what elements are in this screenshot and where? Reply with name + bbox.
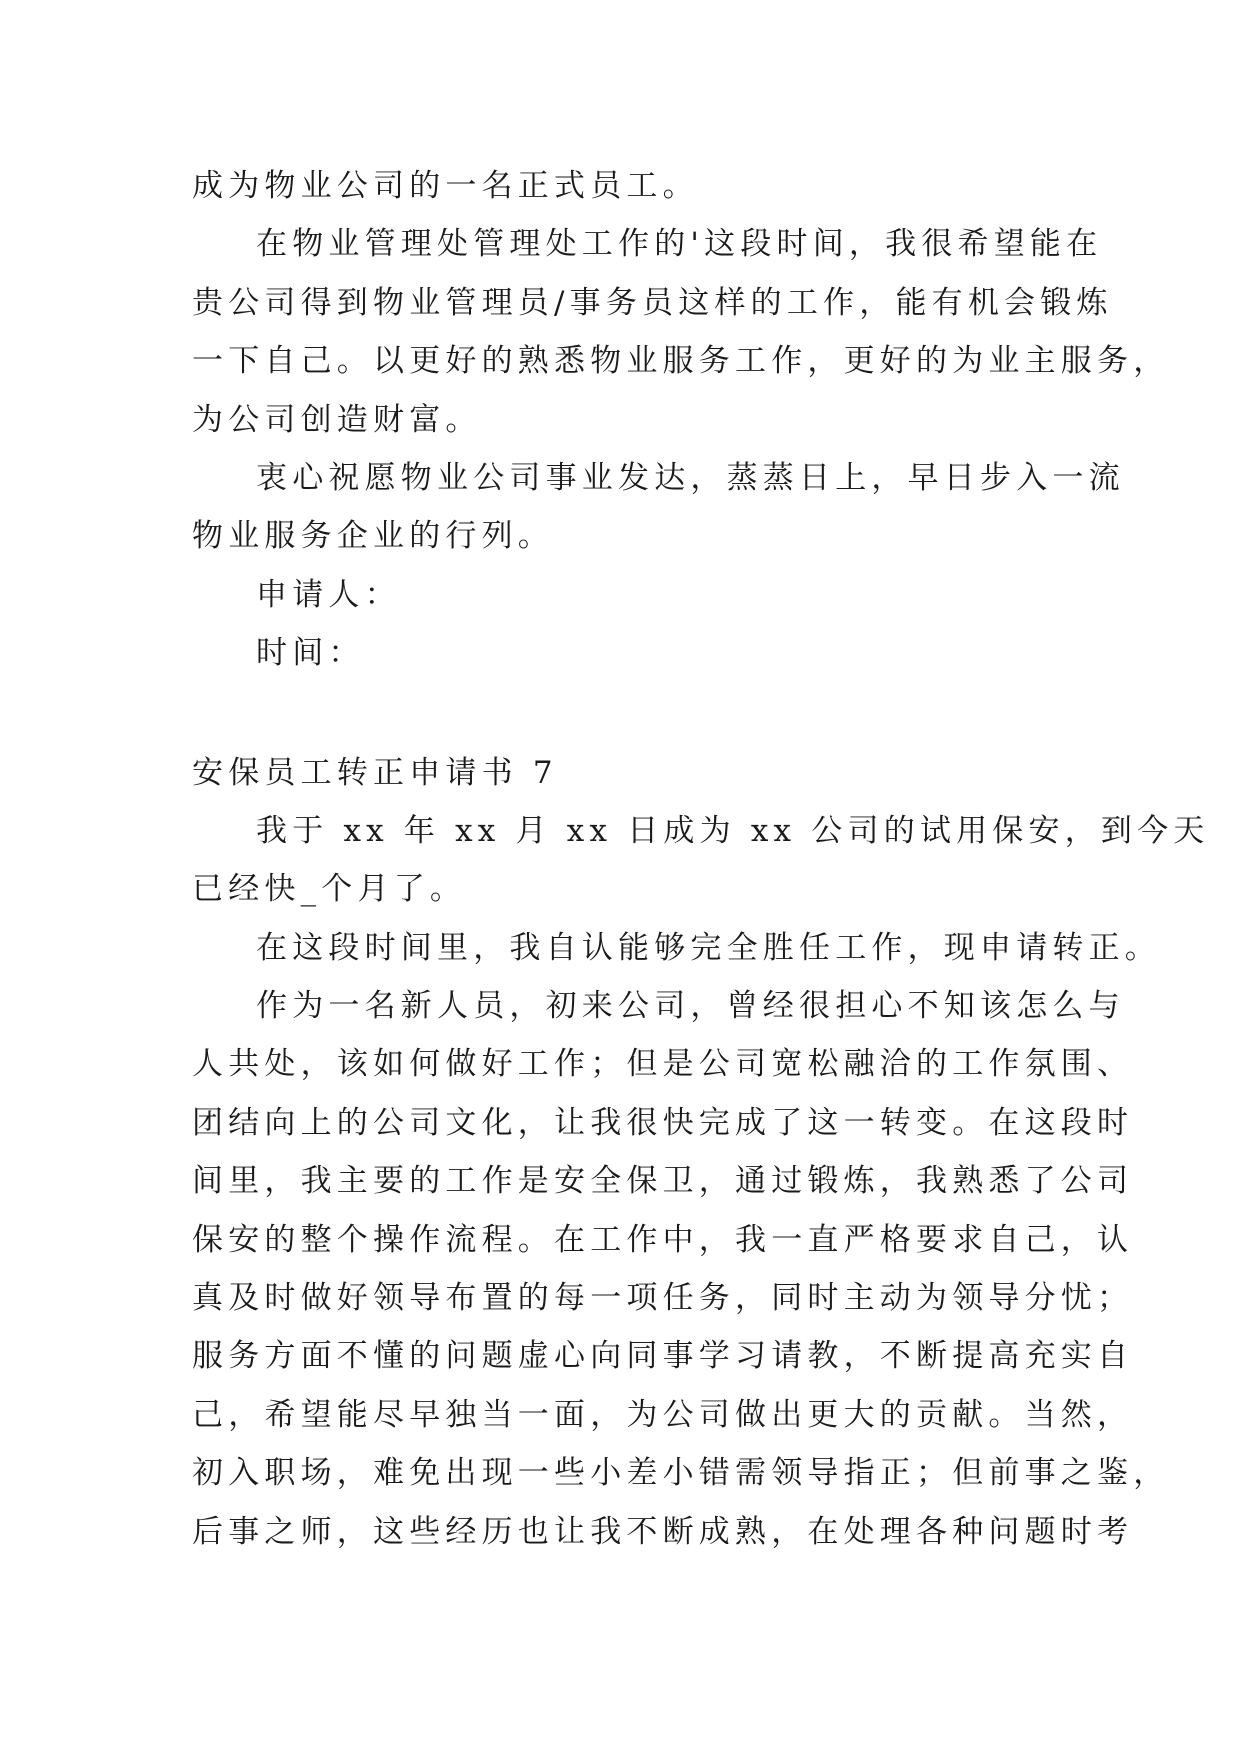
paragraph-line: 初入职场，难免出现一些小差小错需领导指正；但前事之鉴， — [192, 1455, 1170, 1492]
paragraph-line: 在物业管理处管理处工作的'这段时间，我很希望能在 — [256, 226, 1103, 263]
paragraph-line: 间里，我主要的工作是安全保卫，通过锻炼，我熟悉了公司 — [192, 1163, 1134, 1200]
paragraph-line: 人共处，该如何做好工作；但是公司宽松融洽的工作氛围、 — [192, 1046, 1134, 1083]
paragraph-line: 服务方面不懂的问题虚心向同事学习请教，不断提高充实自 — [192, 1338, 1134, 1375]
date-label: 时间： — [256, 635, 365, 672]
paragraph-line: 已经快_个月了。 — [192, 871, 467, 908]
paragraph-line: 一下自己。以更好的熟悉物业服务工作，更好的为业主服务， — [192, 343, 1170, 380]
paragraph-line: 后事之师，这些经历也让我不断成熟，在处理各种问题时考 — [192, 1513, 1134, 1550]
paragraph-line: 在这段时间里，我自认能够完全胜任工作，现申请转正。 — [256, 929, 1161, 966]
paragraph-line: 保安的整个操作流程。在工作中，我一直严格要求自己，认 — [192, 1221, 1134, 1258]
paragraph-line: 真及时做好领导布置的每一项任务，同时主动为领导分忧； — [192, 1280, 1134, 1317]
paragraph-line: 物业服务企业的行列。 — [192, 518, 554, 555]
paragraph-line: 贵公司得到物业管理员/事务员这样的工作，能有机会锻炼 — [192, 284, 1113, 321]
section-title: 安保员工转正申请书 7 — [192, 754, 558, 791]
document-page — [192, 157, 1210, 1561]
paragraph-line: 为公司创造财富。 — [192, 401, 482, 438]
paragraph-line: 我于 xx 年 xx 月 xx 日成为 xx 公司的试用保安，到今天 — [256, 812, 1210, 849]
applicant-label: 申请人： — [256, 576, 401, 613]
paragraph-line: 己，希望能尽早独当一面，为公司做出更大的贡献。当然， — [192, 1396, 1134, 1433]
paragraph-line: 团结向上的公司文化，让我很快完成了这一转变。在这段时 — [192, 1104, 1134, 1141]
section-gap — [192, 683, 1052, 744]
paragraph-line: 作为一名新人员，初来公司，曾经很担心不知该怎么与 — [256, 988, 1125, 1025]
paragraph-line: 衷心祝愿物业公司事业发达，蒸蒸日上，早日步入一流 — [256, 459, 1125, 496]
paragraph-line: 成为物业公司的一名正式员工。 — [192, 168, 699, 204]
